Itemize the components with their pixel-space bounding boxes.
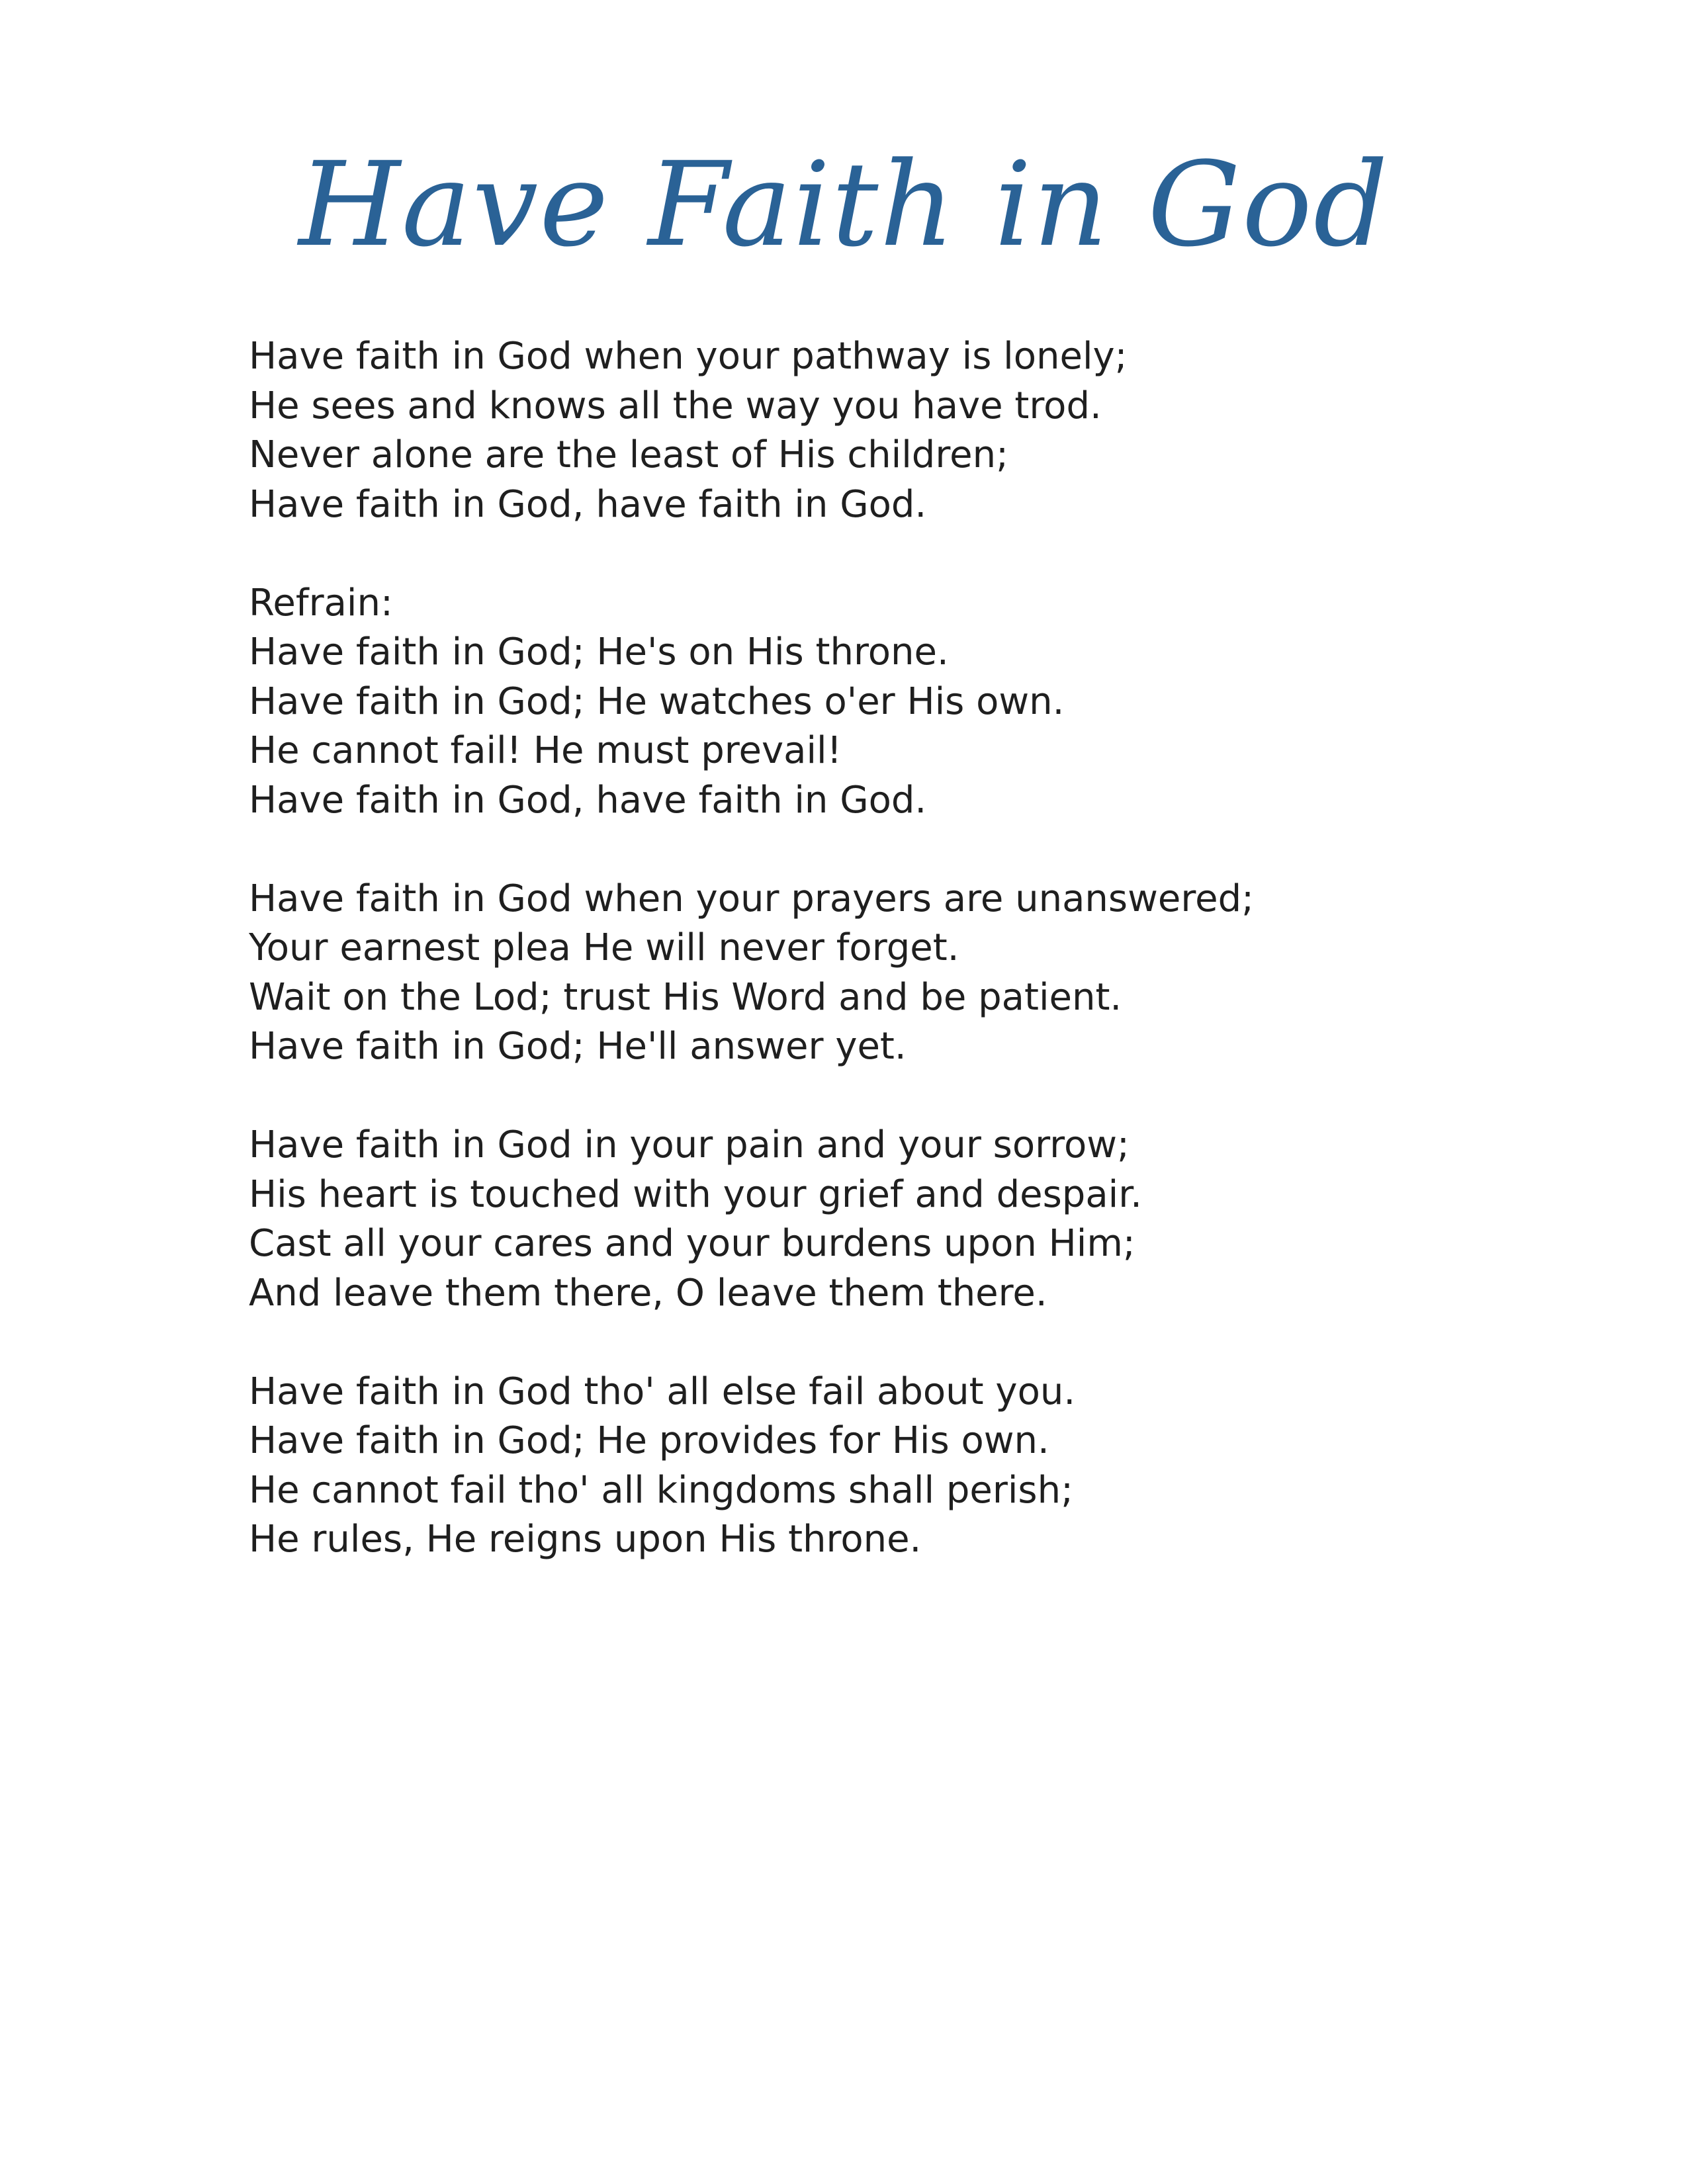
lyric-line: Have faith in God in your pain and your sorrow; [249,1123,1130,1166]
lyric-line: He cannot fail! He must prevail! [249,729,842,772]
lyric-line: Cast all your cares and your burdens upon Him; [249,1222,1135,1265]
lyric-line: He sees and knows all the way you have trod. [249,384,1102,427]
stanza-verse-1 [249,332,1572,529]
lyric-line: Have faith in God tho' all else fail about you. [249,1370,1076,1413]
lyric-line: He rules, He reigns upon His throne. [249,1518,922,1561]
lyric-line: Have faith in God, have faith in God. [249,482,927,526]
lyric-line: He cannot fail tho' all kingdoms shall perish; [249,1468,1073,1512]
lyric-line: Have faith in God, have faith in God. [249,778,927,822]
lyric-line: Have faith in God; He'll answer yet. [249,1025,907,1068]
lyric-line: Have faith in God when your prayers are unanswered; [249,877,1254,920]
refrain-heading: Refrain: [249,581,393,625]
lyric-line: And leave them there, O leave them there. [249,1271,1047,1315]
lyric-line: Never alone are the least of His children; [249,433,1008,476]
stanza-refrain [249,579,1572,826]
lyric-line: His heart is touched with your grief and despair. [249,1172,1142,1216]
lyric-line: Your earnest plea He will never forget. [249,926,959,969]
stanza-verse-4 [249,1368,1572,1565]
page-title: Have Faith in God [298,137,1390,273]
lyrics-body [249,332,1572,1614]
stanza-verse-3 [249,1121,1572,1318]
lyric-line: Have faith in God; He's on His throne. [249,631,949,674]
lyric-line: Have faith in God when your pathway is lonely; [249,335,1128,378]
stanza-verse-2 [249,875,1572,1072]
lyric-line: Have faith in God; He watches o'er His own. [249,679,1065,723]
lyric-line: Have faith in God; He provides for His own. [249,1419,1049,1462]
lyric-line: Wait on the Lod; trust His Word and be patient. [249,975,1122,1019]
